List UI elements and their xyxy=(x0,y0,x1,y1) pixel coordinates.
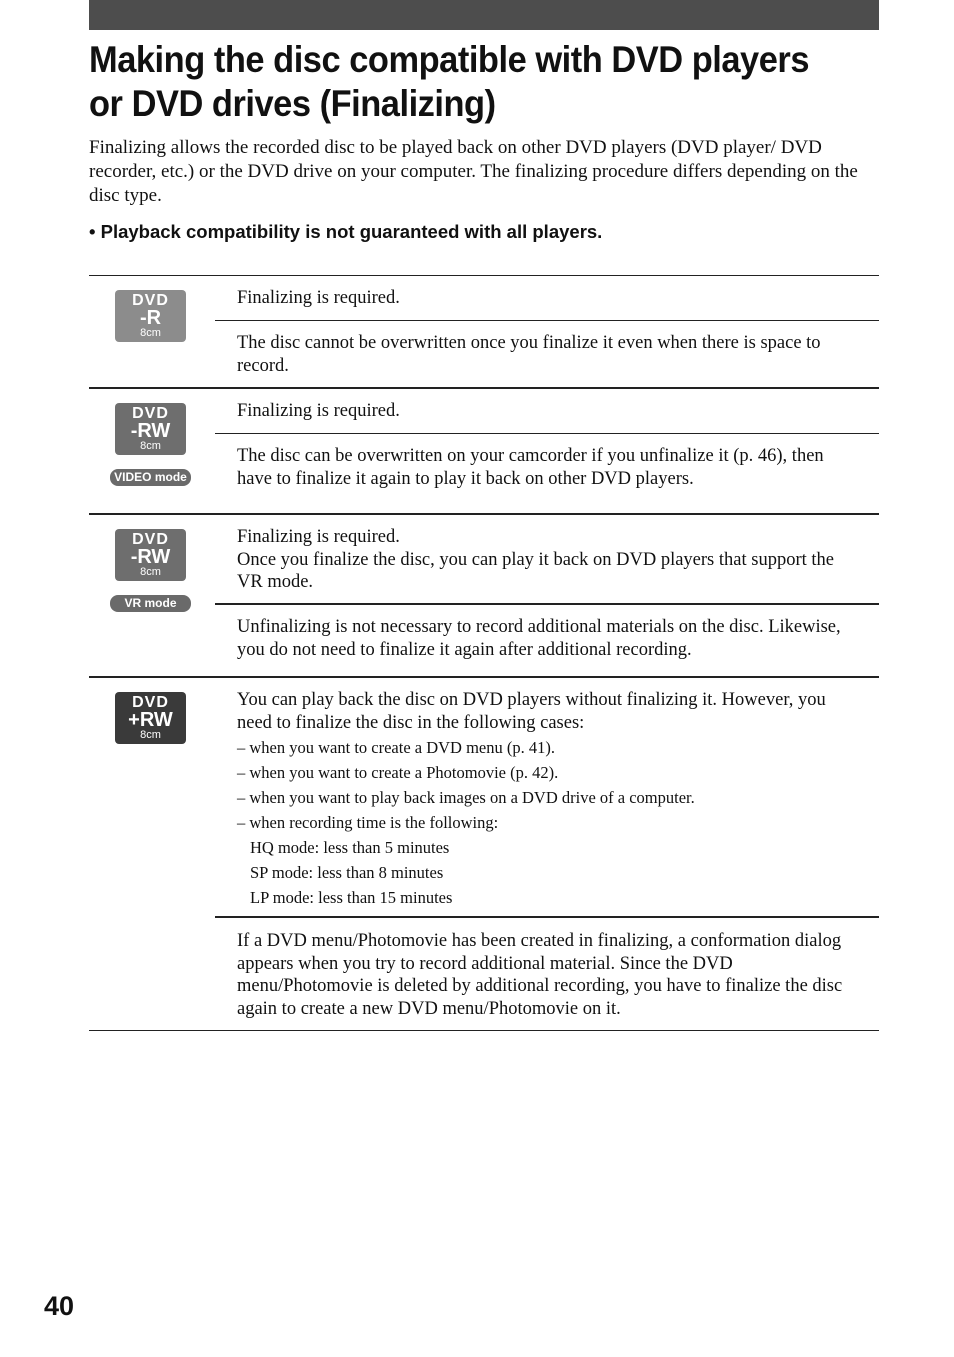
dvd-r-icon: DVD -R 8cm xyxy=(115,290,186,342)
mode-time-item: HQ mode: less than 5 minutes xyxy=(250,838,450,857)
row3-cell2: Unfinalizing is not necessary to record additional materials on the disc. Likewise, you do not need to finalize it again after additional recording. xyxy=(237,617,841,660)
vr-mode-badge: VR mode xyxy=(110,595,191,612)
case-item: – when you want to create a Photomovie (p. 42). xyxy=(237,763,559,782)
row2-divider xyxy=(215,433,879,434)
row1-cell1: Finalizing is required. xyxy=(237,288,400,308)
table-bottom-rule xyxy=(89,1030,879,1031)
mode-time-item: SP mode: less than 8 minutes xyxy=(250,863,444,882)
row4-cell1 xyxy=(237,689,852,910)
video-mode-badge: VIDEO mode xyxy=(110,469,191,486)
mode-time-item: LP mode: less than 15 minutes xyxy=(250,888,453,907)
row4-divider xyxy=(215,916,879,918)
case-item: – when you want to play back images on a DVD drive of a computer. xyxy=(237,788,695,807)
intro-paragraph: Finalizing allows the recorded disc to be played back on other DVD players (DVD player/ DVD recorder, etc.) or the DVD drive on your computer. The finalizing procedure differs depending on the disc type. xyxy=(89,137,858,206)
row3-divider xyxy=(215,603,879,605)
row4-intro: You can play back the disc on DVD players without finalizing it. However, you need to finalize the disc in the following cases: xyxy=(237,690,826,733)
row3-line2: Once you finalize the disc, you can play it back on DVD players that support the VR mode. xyxy=(237,549,834,592)
row-separator xyxy=(89,676,879,678)
case-item: – when recording time is the following: xyxy=(237,813,499,832)
row1-cell2: The disc cannot be overwritten once you finalize it even when there is space to record. xyxy=(237,333,821,376)
dvd-plus-rw-icon: DVD +RW 8cm xyxy=(115,692,186,744)
row1-divider xyxy=(215,320,879,321)
case-item: – when you want to create a DVD menu (p. 41). xyxy=(237,738,555,757)
row2-cell1: Finalizing is required. xyxy=(237,401,400,421)
page-title: Making the disc compatible with DVD players or DVD drives (Finalizing) xyxy=(89,39,809,124)
table-top-rule xyxy=(89,275,879,276)
row4-cell2: If a DVD menu/Photomovie has been created in finalizing, a conformation dialog appears when you try to record additional material. Since the DVD menu/Photomovie is deleted by additional recording, you have to finalize the disc again to create a new DVD menu/Photomovie on it. xyxy=(237,931,843,1019)
row2-cell2: The disc can be overwritten on your camcorder if you unfinalize it (p. 46), then have to finalize it again to play it back on other DVD players. xyxy=(237,446,824,489)
dvd-rw-icon: DVD -RW 8cm xyxy=(115,529,186,581)
row-separator xyxy=(89,513,879,515)
row-separator xyxy=(89,387,879,389)
row3-line1: Finalizing is required. xyxy=(237,527,400,547)
header-bar xyxy=(89,0,879,30)
compatibility-note: • Playback compatibility is not guaranteed with all players. xyxy=(89,221,603,242)
page-number: 40 xyxy=(44,1291,75,1321)
dvd-rw-icon: DVD -RW 8cm xyxy=(115,403,186,455)
row3-cell1 xyxy=(237,526,852,594)
